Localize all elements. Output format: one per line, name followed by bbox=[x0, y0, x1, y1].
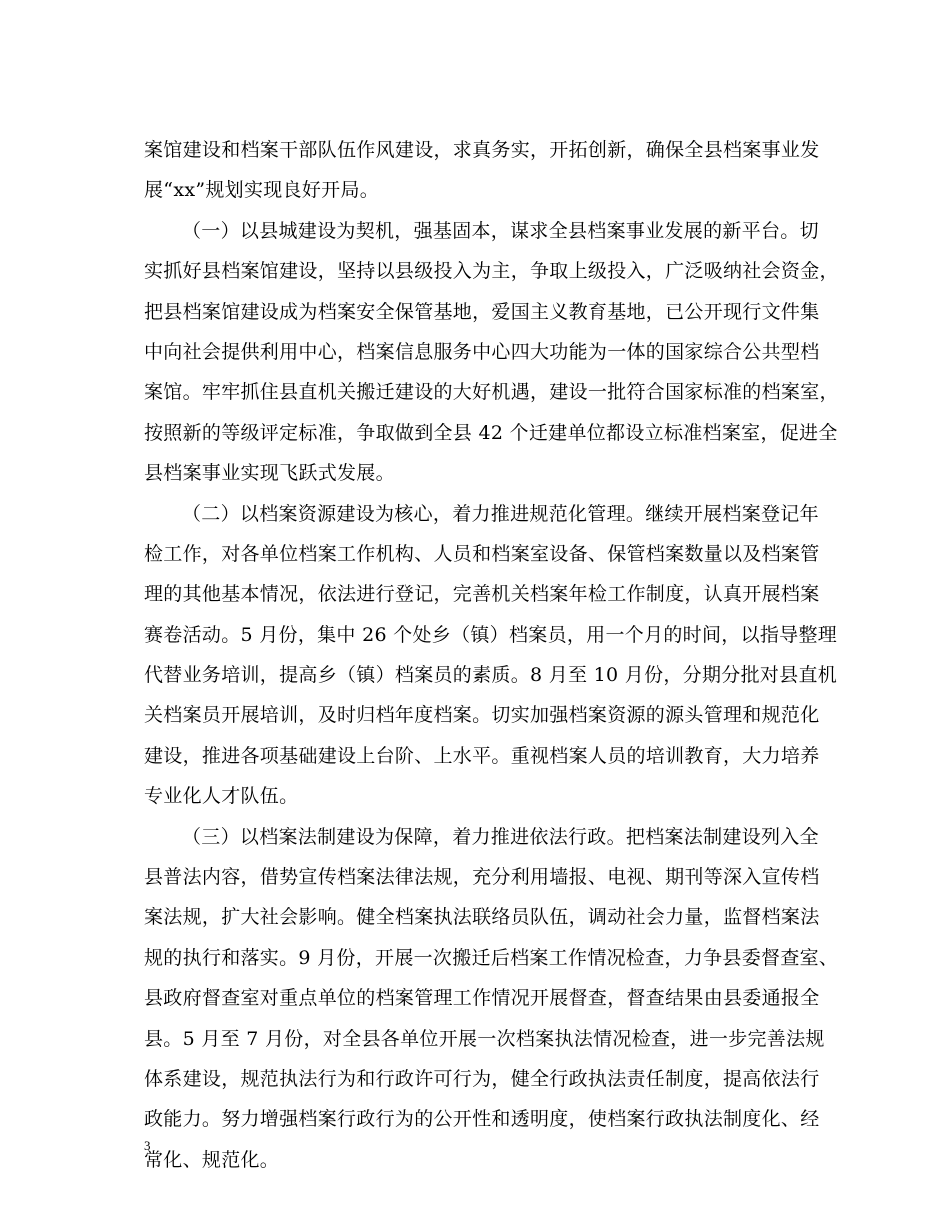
text-line: 案法规，扩大社会影响。健全档案执法联络员队伍，调动社会力量，监督档案法 bbox=[144, 906, 820, 929]
text-line: （三）以档案法制建设为保障，着力推进依法行政。把档案法制建设列入全 bbox=[182, 825, 819, 848]
body-text bbox=[144, 130, 839, 1180]
text-line: 县普法内容，借势宣传档案法律法规，充分利用墙报、电视、期刊等深入宣传档 bbox=[144, 866, 820, 889]
text-line: 常化、规范化。 bbox=[144, 1148, 280, 1171]
text-line: （二）以档案资源建设为核心，着力推进规范化管理。继续开展档案登记年 bbox=[182, 502, 819, 525]
text-line: 中向社会提供利用中心，档案信息服务中心四大功能为一体的国家综合公共型档 bbox=[144, 340, 820, 363]
text-line: 赛卷活动。5 月份，集中 26 个处乡（镇）档案员，用一个月的时间，以指导整理 bbox=[144, 623, 838, 646]
text-line: 案馆。牢牢抓住县直机关搬迁建设的大好机遇，建设一批符合国家标准的档案室， bbox=[144, 381, 839, 404]
text-line: 按照新的等级评定标准，争取做到全县 42 个迁建单位都设立标准档案室，促进全 bbox=[144, 421, 838, 444]
text-line: 理的其他基本情况，依法进行登记，完善机关档案年检工作制度，认真开展档案 bbox=[144, 583, 820, 606]
text-line: 建设，推进各项基础建设上台阶、上水平。重视档案人员的培训教育，大力培养 bbox=[144, 744, 820, 767]
text-line: 县政府督查室对重点单位的档案管理工作情况开展督查，督查结果由县委通报全 bbox=[144, 987, 820, 1010]
text-line: 县。5 月至 7 月份，对全县各单位开展一次档案执法情况检查，进一步完善法规 bbox=[144, 1027, 825, 1050]
text-line: 政能力。努力增强档案行政行为的公开性和透明度，使档案行政执法制度化、经 bbox=[144, 1108, 820, 1131]
text-line: 展“xx”规划实现良好开局。 bbox=[144, 179, 380, 202]
text-line: 县档案事业实现飞跃式发展。 bbox=[144, 462, 395, 485]
text-line: 体系建设，规范执法行为和行政许可行为，健全行政执法责任制度，提高依法行 bbox=[144, 1067, 820, 1090]
page-number: 3 bbox=[144, 1138, 151, 1153]
text-line: 规的执行和落实。9 月份，开展一次搬迁后档案工作情况检查，力争县委督查室、 bbox=[144, 946, 839, 969]
text-line: 专业化人才队伍。 bbox=[144, 785, 299, 808]
text-line: 把县档案馆建设成为档案安全保管基地，爱国主义教育基地，已公开现行文件集 bbox=[144, 300, 820, 323]
text-line: 检工作，对各单位档案工作机构、人员和档案室设备、保管档案数量以及档案管 bbox=[144, 542, 820, 565]
text-line: （一）以县城建设为契机，强基固本，谋求全县档案事业发展的新平台。切 bbox=[182, 219, 819, 242]
text-line: 代替业务培训，提高乡（镇）档案员的素质。8 月至 10 月份，分期分批对县直机 bbox=[144, 664, 838, 687]
text-line: 实抓好县档案馆建设，坚持以县级投入为主，争取上级投入，广泛吸纳社会资金， bbox=[144, 260, 839, 283]
text-line: 关档案员开展培训，及时归档年度档案。切实加强档案资源的源头管理和规范化 bbox=[144, 704, 820, 727]
text-line: 案馆建设和档案干部队伍作风建设，求真务实，开拓创新，确保全县档案事业发 bbox=[144, 139, 820, 161]
